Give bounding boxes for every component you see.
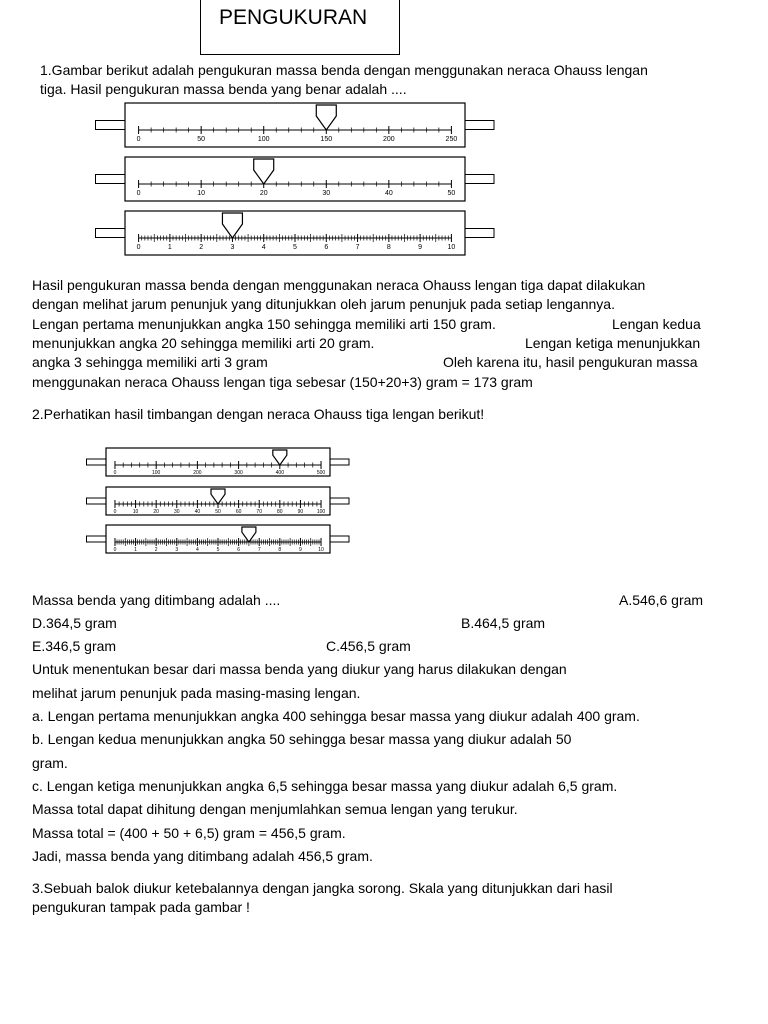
beam-tick-label: 2 (199, 244, 204, 251)
q2-option-e: E.346,5 gram (32, 638, 117, 654)
q1-expl-line-5: angka 3 sehingga memiliki arti 3 gram (32, 354, 268, 370)
beam-rod-right (330, 498, 349, 504)
beam-rod-right (330, 459, 349, 465)
q1-text-line-1: 1.Gambar berikut adalah pengukuran massa benda dengan menggunakan neraca Ohauss lengan (40, 62, 648, 78)
q3-text-line-1: 3.Sebuah balok diukur ketebalannya dengan jangka sorong. Skala yang ditunjukkan dari hasil (32, 880, 613, 896)
beam-tick-label: 5 (293, 244, 297, 251)
beam-body (106, 448, 330, 476)
beam-tick-label: 150 (320, 136, 333, 143)
beam-tick-label: 400 (275, 470, 284, 476)
q2-expl-line-8: Massa total = (400 + 50 + 6,5) gram = 456,5 gram. (32, 825, 346, 841)
beam-tick-label: 0 (113, 547, 117, 553)
q1-text-line-2: tiga. Hasil pengukuran massa benda yang benar adalah .... (40, 81, 407, 97)
beam-rod-left (96, 121, 126, 130)
beam-tick-label: 9 (299, 547, 302, 553)
beam-tick-label: 20 (153, 509, 159, 515)
beam-tick-label: 0 (136, 136, 141, 143)
q1-beam-3 (95, 210, 495, 256)
beam-tick-label: 100 (152, 470, 161, 476)
q2-beam-3 (86, 524, 350, 554)
q2-expl-line-3: a. Lengan pertama menunjukkan angka 400 sehingga besar massa yang diukur adalah 400 gram. (32, 708, 640, 724)
q2-option-b: B.464,5 gram (461, 615, 546, 631)
beam-rod-left (96, 175, 126, 184)
q2-expl-line-6: c. Lengan ketiga menunjukkan angka 6,5 sehingga besar massa yang diukur adalah 6,5 gram. (32, 778, 618, 794)
beam-tick-label: 0 (136, 190, 141, 197)
beam-tick-label: 0 (136, 244, 141, 251)
beam-rod-right (465, 121, 494, 130)
beam-rod-left (96, 229, 126, 238)
beam-tick-label: 30 (322, 190, 331, 197)
q2-expl-line-4: b. Lengan kedua menunjukkan angka 50 sehingga besar massa yang diukur adalah 50 (32, 731, 572, 747)
q2-beam-2 (86, 486, 350, 516)
beam-tick-label: 1 (134, 547, 137, 553)
beam-tick-label: 10 (197, 190, 206, 197)
q2-question: Massa benda yang ditimbang adalah .... (32, 592, 281, 608)
beam-tick-label: 5 (216, 547, 220, 553)
beam-tick-label: 100 (257, 136, 270, 143)
beam-tick-label: 0 (113, 470, 117, 476)
beam-tick-label: 8 (278, 547, 282, 553)
beam-tick-label: 3 (230, 244, 235, 251)
q2-expl-line-9: Jadi, massa benda yang ditimbang adalah 456,5 gram. (32, 848, 373, 864)
beam-tick-label: 4 (196, 547, 199, 553)
q2-beam-1 (86, 447, 350, 477)
q1-expl-line-6: menggunakan neraca Ohauss lengan tiga sebesar (150+20+3) gram = 173 gram (32, 374, 533, 390)
beam-tick-label: 10 (447, 244, 456, 251)
beam-tick-label: 3 (175, 547, 179, 553)
beam-tick-label: 40 (384, 190, 393, 197)
beam-tick-label: 6 (324, 244, 329, 251)
q1-expl-line-3b: Lengan kedua (612, 316, 701, 332)
beam-tick-label: 500 (316, 470, 326, 476)
q2-expl-line-7: Massa total dapat dihitung dengan menjumlahkan semua lengan yang terukur. (32, 801, 518, 817)
beam-tick-label: 8 (386, 244, 391, 251)
beam-rod-right (465, 175, 494, 184)
q2-expl-line-1: Untuk menentukan besar dari massa benda yang diukur yang harus dilakukan dengan (32, 661, 567, 677)
beam-tick-label: 0 (113, 509, 117, 515)
beam-tick-label: 7 (355, 244, 360, 251)
beam-tick-label: 1 (167, 244, 172, 251)
q2-prompt: 2.Perhatikan hasil timbangan dengan neraca Ohauss tiga lengan berikut! (32, 406, 485, 422)
beam-tick-label: 9 (418, 244, 423, 251)
beam-tick-label: 50 (447, 190, 456, 197)
beam-tick-label: 6 (237, 547, 240, 553)
beam-tick-label: 70 (256, 509, 262, 515)
beam-tick-label: 100 (316, 509, 326, 515)
q1-beam-1 (95, 102, 495, 148)
beam-rod-right (465, 229, 494, 238)
beam-tick-label: 40 (194, 509, 201, 515)
beam-tick-label: 10 (318, 547, 324, 553)
beam-tick-label: 90 (297, 509, 304, 515)
q1-expl-line-4: menunjukkan angka 20 sehingga memiliki arti 20 gram. (32, 335, 375, 351)
beam-tick-label: 2 (154, 547, 158, 553)
page-title: PENGUKURAN (219, 6, 368, 29)
beam-tick-label: 30 (174, 509, 180, 515)
beam-tick-label: 80 (277, 509, 283, 515)
beam-body (125, 103, 465, 147)
beam-tick-label: 20 (259, 190, 268, 197)
q1-beam-2 (95, 156, 495, 202)
q2-expl-line-5: gram. (32, 755, 68, 771)
q2-option-c: C.456,5 gram (326, 638, 411, 654)
q1-expl-line-4b: Lengan ketiga menunjukkan (525, 335, 701, 351)
beam-rod-right (330, 536, 349, 542)
q1-expl-line-2: dengan melihat jarum penunjuk yang ditunjukkan oleh jarum penunjuk pada setiap lengannya. (32, 296, 615, 312)
beam-tick-label: 4 (261, 244, 266, 251)
q1-expl-line-3: Lengan pertama menunjukkan angka 150 sehingga memiliki arti 150 gram. (32, 316, 496, 332)
beam-tick-label: 200 (193, 470, 202, 476)
beam-tick-label: 250 (445, 136, 458, 143)
beam-rod-left (87, 536, 107, 542)
q3-text-line-2: pengukuran tampak pada gambar ! (32, 899, 250, 915)
q2-option-d: D.364,5 gram (32, 615, 117, 631)
q1-expl-line-1: Hasil pengukuran massa benda dengan menggunakan neraca Ohauss lengan tiga dapat dilakukan (32, 277, 646, 293)
q1-expl-line-5b: Oleh karena itu, hasil pengukuran massa (443, 354, 698, 370)
beam-tick-label: 7 (257, 547, 261, 553)
beam-body (125, 157, 465, 201)
title-box (200, 0, 400, 55)
beam-tick-label: 50 (197, 136, 206, 143)
beam-tick-label: 10 (132, 509, 139, 515)
beam-tick-label: 60 (235, 509, 242, 515)
beam-tick-label: 300 (234, 470, 243, 476)
q2-option-a: A.546,6 gram (619, 592, 704, 608)
beam-rod-left (87, 459, 107, 465)
beam-rod-left (87, 498, 107, 504)
beam-tick-label: 50 (215, 509, 221, 515)
q2-expl-line-2: melihat jarum penunjuk pada masing-masing lengan. (32, 685, 361, 701)
beam-tick-label: 200 (382, 136, 395, 143)
